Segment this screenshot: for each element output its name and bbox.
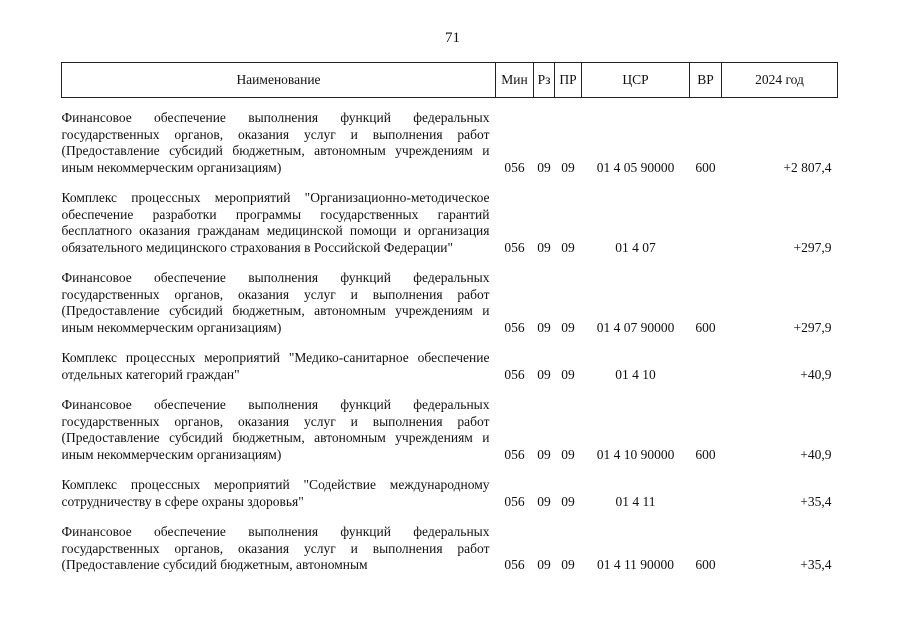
row-rz: 09 [537,446,551,462]
row-vr: 600 [695,159,716,175]
row-amount: +40,9 [800,366,832,382]
row-pr: 09 [561,493,575,509]
row-min: 056 [504,493,525,509]
row-pr: 09 [561,366,575,382]
row-min: 056 [504,557,525,572]
row-amount: +297,9 [793,319,832,335]
row-name: Финансовое обеспечение выполнения функций федеральных государственных органов, оказания услуг и выполнения работ (Предоставление субсидий бюджетным, автономным учреждениям и иным некоммерческим организациям) [61,397,490,462]
row-vr: 600 [695,319,716,335]
header-rz: Рз [534,63,555,98]
table-row [62,98,838,183]
table-header-row [62,63,838,98]
row-rz: 09 [537,319,551,335]
row-min: 056 [504,446,525,462]
header-vr: ВР [690,63,722,98]
row-name: Финансовое обеспечение выполнения функций федеральных государственных органов, оказания услуг и выполнения работ (Предоставление субсидий бюджетным, автономным учреждениям и иным некоммерческим организациям) [61,110,490,175]
row-csr: 01 4 11 90000 [596,557,675,572]
row-amount: +35,4 [800,493,832,509]
row-vr [690,182,722,262]
row-amount: +2 807,4 [783,159,832,175]
row-rz: 09 [537,159,551,175]
row-min: 056 [504,319,525,335]
table-row [62,262,838,342]
row-vr: 600 [695,446,716,462]
row-name: Финансовое обеспечение выполнения функций федеральных государственных органов, оказания услуг и выполнения работ (Предоставление субсидий бюджетным, автономным [61,524,490,572]
row-vr [690,469,722,516]
header-name: Наименование [62,63,496,98]
row-pr: 09 [561,319,575,335]
row-amount: +40,9 [800,446,832,462]
row-rz: 09 [537,239,551,255]
row-min: 056 [504,159,525,175]
row-min: 056 [504,366,525,382]
row-name: Финансовое обеспечение выполнения функций федеральных государственных органов, оказания услуг и выполнения работ (Предоставление субсидий бюджетным, автономным учреждениям и иным некоммерческим организациям) [61,270,490,335]
table-row [62,469,838,516]
row-rz: 09 [537,493,551,509]
header-pr: ПР [555,63,582,98]
page-number: 71 [445,30,460,46]
row-amount: +297,9 [793,239,832,255]
header-csr: ЦСР [582,63,690,98]
row-amount: +35,4 [800,557,832,572]
row-csr: 01 4 07 [615,239,656,255]
row-min: 056 [504,239,525,255]
row-pr: 09 [561,446,575,462]
table-row [62,342,838,389]
row-pr: 09 [561,557,575,572]
table-row [62,389,838,469]
row-rz: 09 [537,366,551,382]
row-name: Комплекс процессных мероприятий "Организационно-методическое обеспечение разработки программы государственных гарантий бесплатного оказания гражданам медицинской помощи и организация обязательного медицинского страхования в Российской Федерации" [61,190,490,255]
row-csr: 01 4 07 90000 [596,319,675,335]
budget-table [61,62,838,580]
row-name: Комплекс процессных мероприятий "Медико-санитарное обеспечение отдельных категорий граждан" [61,350,490,382]
header-year: 2024 год [722,63,838,98]
row-csr: 01 4 10 [615,366,656,382]
header-min: Мин [496,63,534,98]
row-name: Комплекс процессных мероприятий "Содействие международному сотрудничеству в сфере охраны здоровья" [61,477,490,509]
table-row [62,182,838,262]
row-csr: 01 4 05 90000 [596,159,675,175]
table-row [62,516,838,580]
row-csr: 01 4 10 90000 [596,446,675,462]
row-rz: 09 [537,557,551,572]
row-vr [690,342,722,389]
row-pr: 09 [561,239,575,255]
row-csr: 01 4 11 [615,493,656,509]
row-vr: 600 [695,557,716,572]
row-pr: 09 [561,159,575,175]
